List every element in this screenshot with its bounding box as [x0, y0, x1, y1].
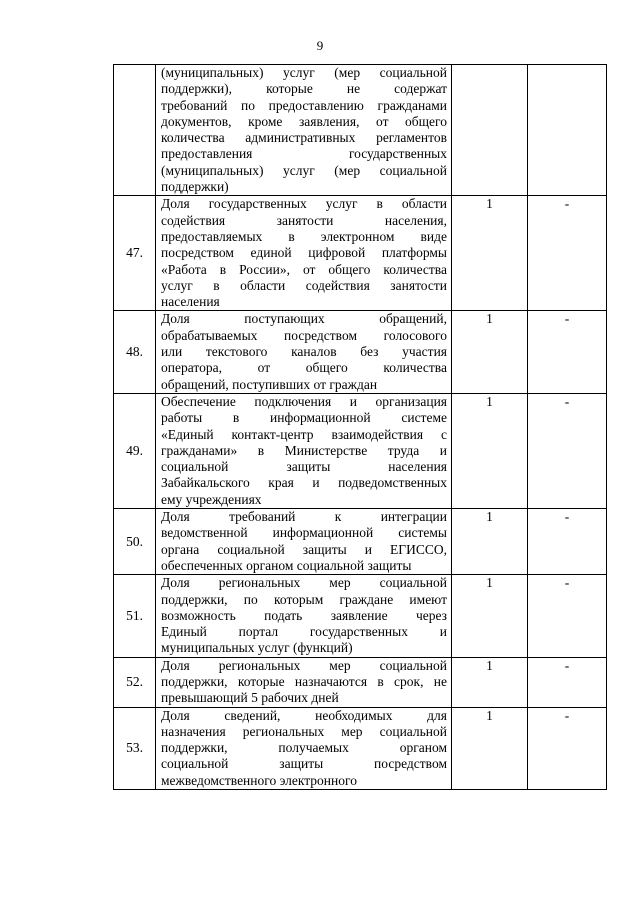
indicator-description [156, 509, 452, 575]
indicator-description [156, 575, 452, 657]
description-line: количества административных регламентов [161, 130, 447, 146]
description-line: предоставляемых в электронном виде [161, 228, 447, 244]
value-cell-2 [528, 65, 607, 196]
description-line: муниципальных услуг (функций) [161, 640, 353, 656]
row-number: 53. [114, 707, 156, 789]
description-line: поддержки, по которым граждане имеют [161, 591, 447, 607]
row-number: 51. [114, 575, 156, 657]
description-line: Доля требований к интеграции [161, 509, 447, 525]
description-line: предоставления государственных [161, 146, 447, 162]
indicator-description [156, 311, 452, 393]
value-cell-2: - [528, 311, 607, 393]
description-line: социальной защиты населения [161, 459, 447, 475]
table-row [114, 509, 607, 575]
description-line: документов, кроме заявления, от общего [161, 113, 447, 129]
value-cell-1: 1 [452, 657, 528, 707]
description-line: «Работа в России», от общего количества [161, 261, 447, 277]
indicators-table [113, 64, 607, 790]
description-line: (муниципальных) услуг (мер социальной [161, 162, 447, 178]
description-line: поддержки) [161, 179, 229, 195]
description-line: посредством единой цифровой платформы [161, 245, 447, 261]
description-line: ведомственной информационной системы [161, 525, 447, 541]
value-cell-2: - [528, 196, 607, 311]
table-body [114, 65, 607, 790]
description-line: обращений, поступивших от граждан [161, 376, 378, 392]
description-line: гражданами» в Министерстве труда и [161, 442, 447, 458]
description-line: обрабатываемых посредством голосового [161, 327, 447, 343]
table-row [114, 393, 607, 508]
description-line: Доля сведений, необходимых для [161, 707, 447, 723]
table-row [114, 311, 607, 393]
description-line: (муниципальных) услуг (мер социальной [161, 65, 447, 80]
description-line: обеспеченных органом социальной защиты [161, 557, 412, 573]
table-row [114, 707, 607, 789]
value-cell-2: - [528, 657, 607, 707]
value-cell-1: 1 [452, 311, 528, 393]
description-line: назначения региональных мер социальной [161, 723, 447, 739]
description-line: превышающий 5 рабочих дней [161, 690, 339, 706]
description-line: ему учреждениях [161, 491, 262, 507]
description-line: Доля региональных мер социальной [161, 575, 447, 591]
description-line: поддержки, получаемых органом [161, 740, 447, 756]
description-line: или текстового каналов без участия [161, 344, 447, 360]
description-line: Доля государственных услуг в области [161, 196, 447, 212]
description-line: возможность подать заявление через [161, 607, 447, 623]
row-number: 52. [114, 657, 156, 707]
description-line: Доля региональных мер социальной [161, 657, 447, 673]
row-number [114, 65, 156, 196]
page-number: 9 [316, 38, 324, 53]
description-line: оператора, от общего количества [161, 360, 447, 376]
value-cell-2: - [528, 707, 607, 789]
description-line: поддержки, которые назначаются в срок, не [161, 673, 447, 689]
description-line: межведомственного электронного [161, 772, 357, 788]
value-cell-2: - [528, 575, 607, 657]
table-row [114, 657, 607, 707]
value-cell-1: 1 [452, 393, 528, 508]
indicator-description [156, 65, 452, 196]
table-row [114, 575, 607, 657]
table-row [114, 65, 607, 196]
indicator-description [156, 196, 452, 311]
description-line: Забайкальского края и подведомственных [161, 475, 447, 491]
indicator-description [156, 657, 452, 707]
value-cell-2: - [528, 393, 607, 508]
description-line: услуг в области содействия занятости [161, 277, 447, 293]
value-cell-1: 1 [452, 575, 528, 657]
description-line: Обеспечение подключения и организация [161, 393, 447, 409]
description-line: населения [161, 294, 220, 310]
indicator-description [156, 393, 452, 508]
description-line: социальной защиты посредством [161, 756, 447, 772]
value-cell-2: - [528, 509, 607, 575]
row-number: 47. [114, 196, 156, 311]
description-line: поддержки), которые не содержат [161, 81, 447, 97]
description-line: работы в информационной системе [161, 410, 447, 426]
value-cell-1: 1 [452, 196, 528, 311]
table-row [114, 196, 607, 311]
description-line: Единый портал государственных и [161, 624, 447, 640]
description-line: «Единый контакт-центр взаимодействия с [161, 426, 447, 442]
value-cell-1 [452, 65, 528, 196]
row-number: 49. [114, 393, 156, 508]
description-line: Доля поступающих обращений, [161, 311, 447, 327]
indicator-description [156, 707, 452, 789]
description-line: органа социальной защиты и ЕГИССО, [161, 541, 447, 557]
row-number: 50. [114, 509, 156, 575]
description-line: содействия занятости населения, [161, 212, 447, 228]
description-line: требований по предоставлению гражданами [161, 97, 447, 113]
row-number: 48. [114, 311, 156, 393]
value-cell-1: 1 [452, 707, 528, 789]
value-cell-1: 1 [452, 509, 528, 575]
